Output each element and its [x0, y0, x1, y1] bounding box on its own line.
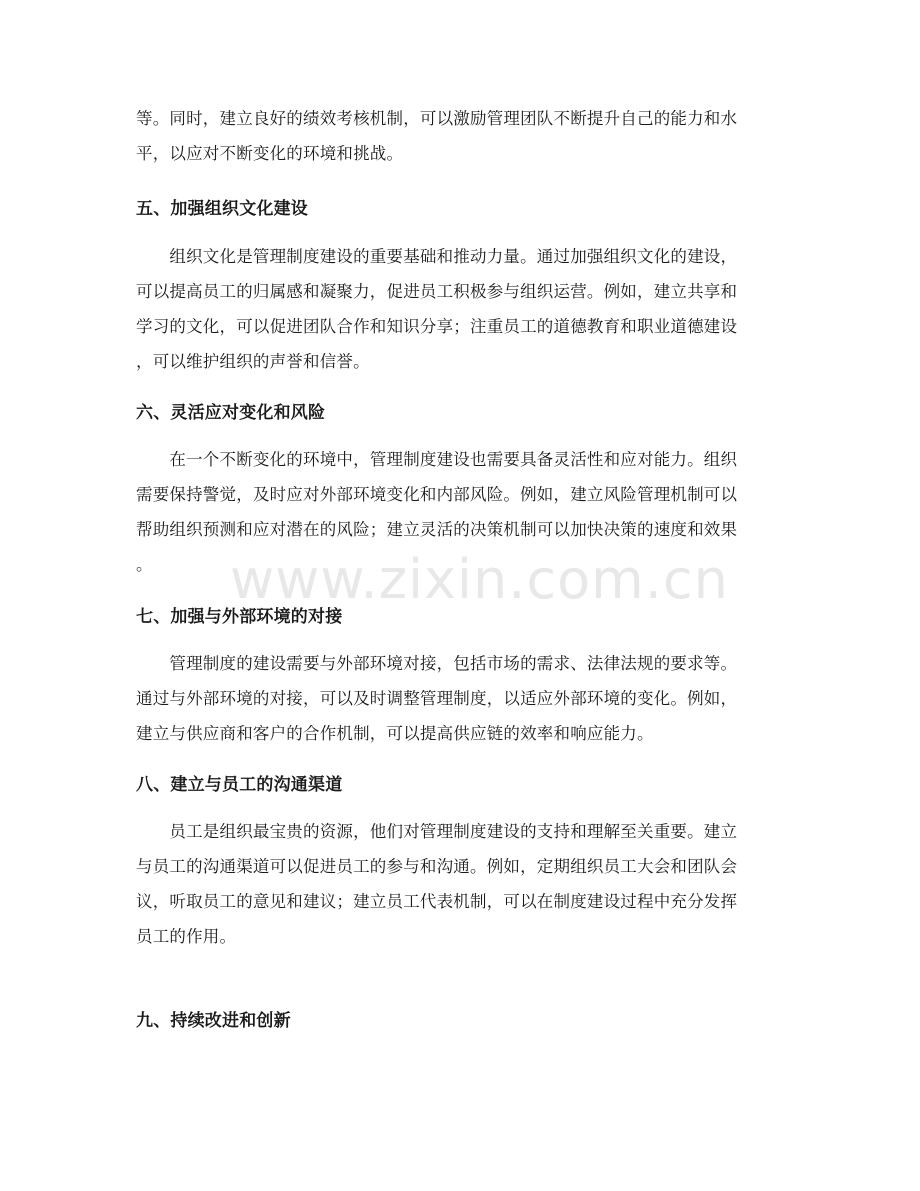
- paragraph-line: 帮助组织预测和应对潜在的风险；建立灵活的决策机制可以加快决策的速度和效果: [136, 520, 738, 539]
- paragraph-line: 组织文化是管理制度建设的重要基础和推动力量。通过加强组织文化的建设，: [136, 247, 738, 266]
- paragraph-line: 。: [136, 555, 153, 574]
- watermark: www.zixin.com.cn: [230, 548, 729, 611]
- paragraph-line: 通过与外部环境的对接，可以及时调整管理制度，以适应外部环境的变化。例如，: [136, 689, 738, 708]
- paragraph-line: 议，听取员工的意见和建议；建立员工代表机制，可以在制度建设过程中充分发挥: [136, 892, 738, 911]
- section-heading: 九、持续改进和创新: [136, 1011, 291, 1031]
- paragraph-line: 需要保持警觉，及时应对外部环境变化和内部风险。例如，建立风险管理机制可以: [136, 485, 738, 504]
- paragraph-line: 等。同时，建立良好的绩效考核机制，可以激励管理团队不断提升自己的能力和水: [136, 109, 738, 128]
- paragraph-line: 在一个不断变化的环境中，管理制度建设也需要具备灵活性和应对能力。组织: [136, 450, 738, 469]
- paragraph-line: 与员工的沟通渠道可以促进员工的参与和沟通。例如，定期组织员工大会和团队会: [136, 857, 738, 876]
- paragraph-line: 学习的文化，可以促进团队合作和知识分享；注重员工的道德教育和职业道德建设: [136, 317, 738, 336]
- paragraph-line: 管理制度的建设需要与外部环境对接，包括市场的需求、法律法规的要求等。: [136, 654, 738, 673]
- section-heading: 五、加强组织文化建设: [136, 199, 308, 219]
- section-heading: 八、建立与员工的沟通渠道: [136, 775, 343, 795]
- paragraph-line: ，可以维护组织的声誉和信誉。: [136, 352, 370, 371]
- paragraph-line: 平，以应对不断变化的环境和挑战。: [136, 144, 404, 163]
- paragraph-line: 建立与供应商和客户的合作机制，可以提高供应链的效率和响应能力。: [136, 724, 654, 743]
- section-heading: 六、灵活应对变化和风险: [136, 403, 326, 423]
- section-heading: 七、加强与外部环境的对接: [136, 607, 343, 627]
- paragraph-line: 员工是组织最宝贵的资源，他们对管理制度建设的支持和理解至关重要。建立: [136, 822, 738, 841]
- paragraph-line: 可以提高员工的归属感和凝聚力，促进员工积极参与组织运营。例如，建立共享和: [136, 282, 738, 301]
- paragraph-line: 员工的作用。: [136, 927, 237, 946]
